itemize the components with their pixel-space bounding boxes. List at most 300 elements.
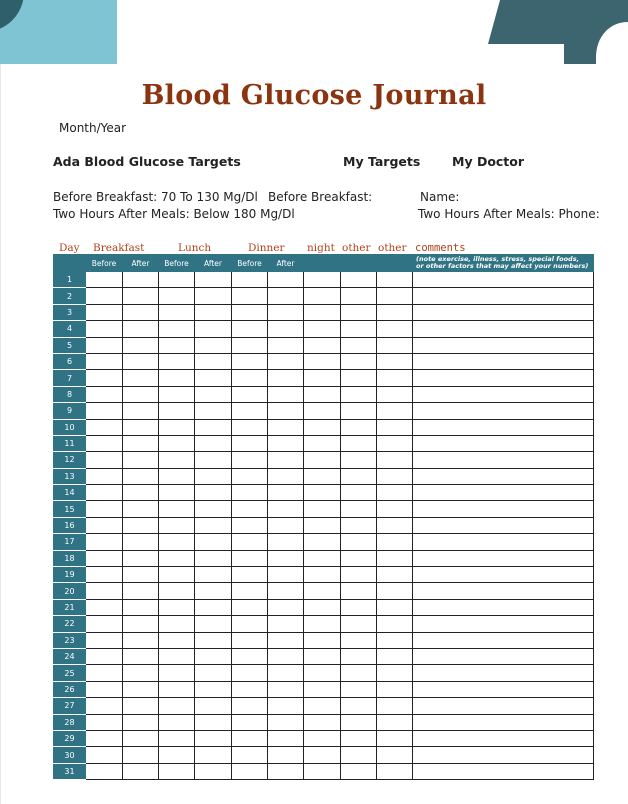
lunch-before-entry-cell[interactable]: [159, 648, 195, 664]
dinner-after-entry-cell[interactable]: [268, 435, 304, 451]
lunch-before-entry-cell[interactable]: [159, 517, 195, 533]
other-entry-cell[interactable]: [341, 681, 377, 697]
other-entry-cell[interactable]: [341, 337, 377, 353]
breakfast-after-entry-cell[interactable]: [123, 681, 159, 697]
night-entry-cell[interactable]: [304, 272, 341, 288]
lunch-before-entry-cell[interactable]: [159, 550, 195, 566]
comments-entry-cell[interactable]: [413, 403, 594, 419]
other2-entry-cell[interactable]: [377, 763, 413, 779]
night-entry-cell[interactable]: [304, 681, 341, 697]
dinner-after-entry-cell[interactable]: [268, 616, 304, 632]
lunch-before-entry-cell[interactable]: [159, 370, 195, 386]
breakfast-before-entry-cell[interactable]: [86, 321, 123, 337]
night-entry-cell[interactable]: [304, 485, 341, 501]
other2-entry-cell[interactable]: [377, 632, 413, 648]
breakfast-after-entry-cell[interactable]: [123, 517, 159, 533]
breakfast-before-entry-cell[interactable]: [86, 452, 123, 468]
other2-entry-cell[interactable]: [377, 714, 413, 730]
lunch-after-entry-cell[interactable]: [195, 304, 232, 320]
other2-entry-cell[interactable]: [377, 517, 413, 533]
other2-entry-cell[interactable]: [377, 403, 413, 419]
other-entry-cell[interactable]: [341, 435, 377, 451]
other-entry-cell[interactable]: [341, 386, 377, 402]
breakfast-after-entry-cell[interactable]: [123, 419, 159, 435]
breakfast-after-entry-cell[interactable]: [123, 747, 159, 763]
other-entry-cell[interactable]: [341, 632, 377, 648]
night-entry-cell[interactable]: [304, 517, 341, 533]
breakfast-after-entry-cell[interactable]: [123, 730, 159, 746]
dinner-before-entry-cell[interactable]: [232, 337, 268, 353]
breakfast-after-entry-cell[interactable]: [123, 304, 159, 320]
dinner-after-entry-cell[interactable]: [268, 665, 304, 681]
comments-entry-cell[interactable]: [413, 599, 594, 615]
breakfast-before-entry-cell[interactable]: [86, 730, 123, 746]
lunch-after-entry-cell[interactable]: [195, 665, 232, 681]
other2-entry-cell[interactable]: [377, 419, 413, 435]
lunch-after-entry-cell[interactable]: [195, 616, 232, 632]
dinner-after-entry-cell[interactable]: [268, 419, 304, 435]
lunch-before-entry-cell[interactable]: [159, 632, 195, 648]
dinner-before-entry-cell[interactable]: [232, 599, 268, 615]
night-entry-cell[interactable]: [304, 435, 341, 451]
comments-entry-cell[interactable]: [413, 550, 594, 566]
breakfast-after-entry-cell[interactable]: [123, 386, 159, 402]
other2-entry-cell[interactable]: [377, 272, 413, 288]
comments-entry-cell[interactable]: [413, 648, 594, 664]
lunch-before-entry-cell[interactable]: [159, 485, 195, 501]
breakfast-after-entry-cell[interactable]: [123, 435, 159, 451]
lunch-before-entry-cell[interactable]: [159, 534, 195, 550]
lunch-before-entry-cell[interactable]: [159, 468, 195, 484]
breakfast-before-entry-cell[interactable]: [86, 763, 123, 779]
breakfast-after-entry-cell[interactable]: [123, 403, 159, 419]
dinner-after-entry-cell[interactable]: [268, 747, 304, 763]
dinner-after-entry-cell[interactable]: [268, 386, 304, 402]
breakfast-after-entry-cell[interactable]: [123, 648, 159, 664]
dinner-after-entry-cell[interactable]: [268, 714, 304, 730]
other-entry-cell[interactable]: [341, 714, 377, 730]
lunch-after-entry-cell[interactable]: [195, 747, 232, 763]
other2-entry-cell[interactable]: [377, 321, 413, 337]
lunch-before-entry-cell[interactable]: [159, 419, 195, 435]
lunch-after-entry-cell[interactable]: [195, 534, 232, 550]
lunch-before-entry-cell[interactable]: [159, 386, 195, 402]
night-entry-cell[interactable]: [304, 632, 341, 648]
night-entry-cell[interactable]: [304, 304, 341, 320]
dinner-before-entry-cell[interactable]: [232, 468, 268, 484]
breakfast-after-entry-cell[interactable]: [123, 337, 159, 353]
other-entry-cell[interactable]: [341, 517, 377, 533]
other-entry-cell[interactable]: [341, 452, 377, 468]
other-entry-cell[interactable]: [341, 353, 377, 369]
breakfast-after-entry-cell[interactable]: [123, 485, 159, 501]
other-entry-cell[interactable]: [341, 304, 377, 320]
breakfast-after-entry-cell[interactable]: [123, 665, 159, 681]
doctor-name-field[interactable]: Name:: [420, 190, 460, 204]
dinner-before-entry-cell[interactable]: [232, 288, 268, 304]
night-entry-cell[interactable]: [304, 386, 341, 402]
lunch-before-entry-cell[interactable]: [159, 321, 195, 337]
other-entry-cell[interactable]: [341, 272, 377, 288]
dinner-after-entry-cell[interactable]: [268, 648, 304, 664]
comments-entry-cell[interactable]: [413, 272, 594, 288]
other-entry-cell[interactable]: [341, 370, 377, 386]
dinner-after-entry-cell[interactable]: [268, 681, 304, 697]
other2-entry-cell[interactable]: [377, 337, 413, 353]
other-entry-cell[interactable]: [341, 534, 377, 550]
dinner-after-entry-cell[interactable]: [268, 403, 304, 419]
other2-entry-cell[interactable]: [377, 386, 413, 402]
comments-entry-cell[interactable]: [413, 747, 594, 763]
dinner-before-entry-cell[interactable]: [232, 567, 268, 583]
dinner-before-entry-cell[interactable]: [232, 583, 268, 599]
lunch-after-entry-cell[interactable]: [195, 567, 232, 583]
other2-entry-cell[interactable]: [377, 648, 413, 664]
other-entry-cell[interactable]: [341, 501, 377, 517]
breakfast-before-entry-cell[interactable]: [86, 534, 123, 550]
breakfast-before-entry-cell[interactable]: [86, 337, 123, 353]
lunch-after-entry-cell[interactable]: [195, 648, 232, 664]
breakfast-before-entry-cell[interactable]: [86, 714, 123, 730]
breakfast-after-entry-cell[interactable]: [123, 714, 159, 730]
other-entry-cell[interactable]: [341, 468, 377, 484]
dinner-before-entry-cell[interactable]: [232, 730, 268, 746]
breakfast-after-entry-cell[interactable]: [123, 272, 159, 288]
night-entry-cell[interactable]: [304, 567, 341, 583]
dinner-after-entry-cell[interactable]: [268, 468, 304, 484]
lunch-after-entry-cell[interactable]: [195, 681, 232, 697]
breakfast-before-entry-cell[interactable]: [86, 288, 123, 304]
breakfast-after-entry-cell[interactable]: [123, 616, 159, 632]
other2-entry-cell[interactable]: [377, 747, 413, 763]
dinner-after-entry-cell[interactable]: [268, 353, 304, 369]
breakfast-before-entry-cell[interactable]: [86, 435, 123, 451]
other2-entry-cell[interactable]: [377, 730, 413, 746]
other-entry-cell[interactable]: [341, 403, 377, 419]
night-entry-cell[interactable]: [304, 403, 341, 419]
lunch-after-entry-cell[interactable]: [195, 452, 232, 468]
night-entry-cell[interactable]: [304, 714, 341, 730]
breakfast-before-entry-cell[interactable]: [86, 583, 123, 599]
lunch-after-entry-cell[interactable]: [195, 501, 232, 517]
night-entry-cell[interactable]: [304, 616, 341, 632]
breakfast-before-entry-cell[interactable]: [86, 550, 123, 566]
night-entry-cell[interactable]: [304, 534, 341, 550]
night-entry-cell[interactable]: [304, 288, 341, 304]
night-entry-cell[interactable]: [304, 698, 341, 714]
night-entry-cell[interactable]: [304, 730, 341, 746]
lunch-before-entry-cell[interactable]: [159, 714, 195, 730]
breakfast-before-entry-cell[interactable]: [86, 698, 123, 714]
breakfast-after-entry-cell[interactable]: [123, 567, 159, 583]
lunch-after-entry-cell[interactable]: [195, 468, 232, 484]
comments-entry-cell[interactable]: [413, 534, 594, 550]
night-entry-cell[interactable]: [304, 665, 341, 681]
dinner-after-entry-cell[interactable]: [268, 272, 304, 288]
dinner-before-entry-cell[interactable]: [232, 763, 268, 779]
breakfast-before-entry-cell[interactable]: [86, 616, 123, 632]
breakfast-before-entry-cell[interactable]: [86, 681, 123, 697]
dinner-before-entry-cell[interactable]: [232, 648, 268, 664]
comments-entry-cell[interactable]: [413, 452, 594, 468]
other2-entry-cell[interactable]: [377, 681, 413, 697]
other2-entry-cell[interactable]: [377, 665, 413, 681]
breakfast-after-entry-cell[interactable]: [123, 763, 159, 779]
dinner-after-entry-cell[interactable]: [268, 632, 304, 648]
comments-entry-cell[interactable]: [413, 632, 594, 648]
lunch-after-entry-cell[interactable]: [195, 403, 232, 419]
comments-entry-cell[interactable]: [413, 517, 594, 533]
dinner-after-entry-cell[interactable]: [268, 550, 304, 566]
lunch-before-entry-cell[interactable]: [159, 616, 195, 632]
lunch-before-entry-cell[interactable]: [159, 288, 195, 304]
dinner-before-entry-cell[interactable]: [232, 353, 268, 369]
lunch-after-entry-cell[interactable]: [195, 435, 232, 451]
breakfast-after-entry-cell[interactable]: [123, 288, 159, 304]
dinner-before-entry-cell[interactable]: [232, 370, 268, 386]
dinner-after-entry-cell[interactable]: [268, 337, 304, 353]
dinner-after-entry-cell[interactable]: [268, 485, 304, 501]
dinner-before-entry-cell[interactable]: [232, 517, 268, 533]
dinner-before-entry-cell[interactable]: [232, 501, 268, 517]
breakfast-before-entry-cell[interactable]: [86, 632, 123, 648]
lunch-after-entry-cell[interactable]: [195, 698, 232, 714]
breakfast-before-entry-cell[interactable]: [86, 468, 123, 484]
comments-entry-cell[interactable]: [413, 304, 594, 320]
lunch-after-entry-cell[interactable]: [195, 353, 232, 369]
dinner-after-entry-cell[interactable]: [268, 567, 304, 583]
lunch-after-entry-cell[interactable]: [195, 337, 232, 353]
dinner-after-entry-cell[interactable]: [268, 304, 304, 320]
other-entry-cell[interactable]: [341, 485, 377, 501]
breakfast-after-entry-cell[interactable]: [123, 452, 159, 468]
lunch-before-entry-cell[interactable]: [159, 452, 195, 468]
comments-entry-cell[interactable]: [413, 501, 594, 517]
night-entry-cell[interactable]: [304, 763, 341, 779]
other2-entry-cell[interactable]: [377, 501, 413, 517]
comments-entry-cell[interactable]: [413, 714, 594, 730]
other2-entry-cell[interactable]: [377, 567, 413, 583]
other2-entry-cell[interactable]: [377, 550, 413, 566]
dinner-before-entry-cell[interactable]: [232, 321, 268, 337]
lunch-after-entry-cell[interactable]: [195, 730, 232, 746]
breakfast-after-entry-cell[interactable]: [123, 370, 159, 386]
dinner-before-entry-cell[interactable]: [232, 665, 268, 681]
lunch-before-entry-cell[interactable]: [159, 304, 195, 320]
dinner-after-entry-cell[interactable]: [268, 370, 304, 386]
lunch-after-entry-cell[interactable]: [195, 370, 232, 386]
other2-entry-cell[interactable]: [377, 468, 413, 484]
other-entry-cell[interactable]: [341, 616, 377, 632]
night-entry-cell[interactable]: [304, 501, 341, 517]
dinner-before-entry-cell[interactable]: [232, 485, 268, 501]
breakfast-after-entry-cell[interactable]: [123, 534, 159, 550]
breakfast-before-entry-cell[interactable]: [86, 501, 123, 517]
breakfast-after-entry-cell[interactable]: [123, 468, 159, 484]
night-entry-cell[interactable]: [304, 468, 341, 484]
lunch-before-entry-cell[interactable]: [159, 747, 195, 763]
night-entry-cell[interactable]: [304, 337, 341, 353]
dinner-before-entry-cell[interactable]: [232, 550, 268, 566]
breakfast-before-entry-cell[interactable]: [86, 517, 123, 533]
dinner-before-entry-cell[interactable]: [232, 714, 268, 730]
breakfast-before-entry-cell[interactable]: [86, 567, 123, 583]
breakfast-before-entry-cell[interactable]: [86, 747, 123, 763]
night-entry-cell[interactable]: [304, 452, 341, 468]
other-entry-cell[interactable]: [341, 419, 377, 435]
dinner-before-entry-cell[interactable]: [232, 272, 268, 288]
dinner-before-entry-cell[interactable]: [232, 452, 268, 468]
breakfast-before-entry-cell[interactable]: [86, 665, 123, 681]
other-entry-cell[interactable]: [341, 550, 377, 566]
comments-entry-cell[interactable]: [413, 353, 594, 369]
lunch-after-entry-cell[interactable]: [195, 583, 232, 599]
other2-entry-cell[interactable]: [377, 583, 413, 599]
comments-entry-cell[interactable]: [413, 567, 594, 583]
other2-entry-cell[interactable]: [377, 698, 413, 714]
lunch-before-entry-cell[interactable]: [159, 763, 195, 779]
other2-entry-cell[interactable]: [377, 353, 413, 369]
dinner-before-entry-cell[interactable]: [232, 632, 268, 648]
other-entry-cell[interactable]: [341, 665, 377, 681]
night-entry-cell[interactable]: [304, 583, 341, 599]
comments-entry-cell[interactable]: [413, 386, 594, 402]
night-entry-cell[interactable]: [304, 747, 341, 763]
lunch-after-entry-cell[interactable]: [195, 321, 232, 337]
breakfast-after-entry-cell[interactable]: [123, 632, 159, 648]
lunch-before-entry-cell[interactable]: [159, 681, 195, 697]
breakfast-before-entry-cell[interactable]: [86, 386, 123, 402]
comments-entry-cell[interactable]: [413, 583, 594, 599]
dinner-after-entry-cell[interactable]: [268, 534, 304, 550]
lunch-before-entry-cell[interactable]: [159, 272, 195, 288]
lunch-after-entry-cell[interactable]: [195, 288, 232, 304]
dinner-before-entry-cell[interactable]: [232, 534, 268, 550]
night-entry-cell[interactable]: [304, 648, 341, 664]
lunch-before-entry-cell[interactable]: [159, 583, 195, 599]
other-entry-cell[interactable]: [341, 730, 377, 746]
other2-entry-cell[interactable]: [377, 435, 413, 451]
breakfast-after-entry-cell[interactable]: [123, 583, 159, 599]
night-entry-cell[interactable]: [304, 370, 341, 386]
dinner-after-entry-cell[interactable]: [268, 583, 304, 599]
comments-entry-cell[interactable]: [413, 321, 594, 337]
breakfast-before-entry-cell[interactable]: [86, 648, 123, 664]
other2-entry-cell[interactable]: [377, 485, 413, 501]
other2-entry-cell[interactable]: [377, 534, 413, 550]
other2-entry-cell[interactable]: [377, 370, 413, 386]
breakfast-after-entry-cell[interactable]: [123, 698, 159, 714]
lunch-before-entry-cell[interactable]: [159, 435, 195, 451]
dinner-before-entry-cell[interactable]: [232, 747, 268, 763]
lunch-after-entry-cell[interactable]: [195, 632, 232, 648]
comments-entry-cell[interactable]: [413, 763, 594, 779]
comments-entry-cell[interactable]: [413, 665, 594, 681]
dinner-after-entry-cell[interactable]: [268, 517, 304, 533]
comments-entry-cell[interactable]: [413, 337, 594, 353]
other-entry-cell[interactable]: [341, 599, 377, 615]
lunch-after-entry-cell[interactable]: [195, 485, 232, 501]
other-entry-cell[interactable]: [341, 288, 377, 304]
breakfast-after-entry-cell[interactable]: [123, 501, 159, 517]
dinner-after-entry-cell[interactable]: [268, 452, 304, 468]
comments-entry-cell[interactable]: [413, 730, 594, 746]
comments-entry-cell[interactable]: [413, 468, 594, 484]
lunch-before-entry-cell[interactable]: [159, 353, 195, 369]
lunch-after-entry-cell[interactable]: [195, 550, 232, 566]
lunch-after-entry-cell[interactable]: [195, 272, 232, 288]
other2-entry-cell[interactable]: [377, 304, 413, 320]
comments-entry-cell[interactable]: [413, 485, 594, 501]
lunch-after-entry-cell[interactable]: [195, 714, 232, 730]
dinner-before-entry-cell[interactable]: [232, 698, 268, 714]
breakfast-after-entry-cell[interactable]: [123, 321, 159, 337]
breakfast-before-entry-cell[interactable]: [86, 304, 123, 320]
other2-entry-cell[interactable]: [377, 616, 413, 632]
comments-entry-cell[interactable]: [413, 288, 594, 304]
lunch-before-entry-cell[interactable]: [159, 501, 195, 517]
comments-entry-cell[interactable]: [413, 419, 594, 435]
breakfast-before-entry-cell[interactable]: [86, 403, 123, 419]
dinner-after-entry-cell[interactable]: [268, 763, 304, 779]
breakfast-before-entry-cell[interactable]: [86, 485, 123, 501]
dinner-after-entry-cell[interactable]: [268, 698, 304, 714]
other2-entry-cell[interactable]: [377, 452, 413, 468]
night-entry-cell[interactable]: [304, 321, 341, 337]
dinner-before-entry-cell[interactable]: [232, 419, 268, 435]
night-entry-cell[interactable]: [304, 599, 341, 615]
breakfast-after-entry-cell[interactable]: [123, 599, 159, 615]
lunch-before-entry-cell[interactable]: [159, 337, 195, 353]
dinner-after-entry-cell[interactable]: [268, 730, 304, 746]
lunch-after-entry-cell[interactable]: [195, 386, 232, 402]
night-entry-cell[interactable]: [304, 419, 341, 435]
other2-entry-cell[interactable]: [377, 288, 413, 304]
dinner-before-entry-cell[interactable]: [232, 616, 268, 632]
other-entry-cell[interactable]: [341, 321, 377, 337]
lunch-after-entry-cell[interactable]: [195, 599, 232, 615]
other-entry-cell[interactable]: [341, 583, 377, 599]
dinner-before-entry-cell[interactable]: [232, 681, 268, 697]
night-entry-cell[interactable]: [304, 550, 341, 566]
lunch-after-entry-cell[interactable]: [195, 763, 232, 779]
comments-entry-cell[interactable]: [413, 698, 594, 714]
comments-entry-cell[interactable]: [413, 616, 594, 632]
other-entry-cell[interactable]: [341, 698, 377, 714]
dinner-before-entry-cell[interactable]: [232, 304, 268, 320]
lunch-before-entry-cell[interactable]: [159, 665, 195, 681]
lunch-before-entry-cell[interactable]: [159, 698, 195, 714]
lunch-before-entry-cell[interactable]: [159, 599, 195, 615]
comments-entry-cell[interactable]: [413, 681, 594, 697]
breakfast-before-entry-cell[interactable]: [86, 599, 123, 615]
lunch-after-entry-cell[interactable]: [195, 517, 232, 533]
lunch-before-entry-cell[interactable]: [159, 567, 195, 583]
other2-entry-cell[interactable]: [377, 599, 413, 615]
breakfast-after-entry-cell[interactable]: [123, 550, 159, 566]
comments-entry-cell[interactable]: [413, 370, 594, 386]
dinner-after-entry-cell[interactable]: [268, 599, 304, 615]
dinner-after-entry-cell[interactable]: [268, 501, 304, 517]
dinner-before-entry-cell[interactable]: [232, 435, 268, 451]
other-entry-cell[interactable]: [341, 648, 377, 664]
other-entry-cell[interactable]: [341, 567, 377, 583]
breakfast-before-entry-cell[interactable]: [86, 419, 123, 435]
dinner-after-entry-cell[interactable]: [268, 321, 304, 337]
other-entry-cell[interactable]: [341, 763, 377, 779]
breakfast-before-entry-cell[interactable]: [86, 272, 123, 288]
dinner-after-entry-cell[interactable]: [268, 288, 304, 304]
